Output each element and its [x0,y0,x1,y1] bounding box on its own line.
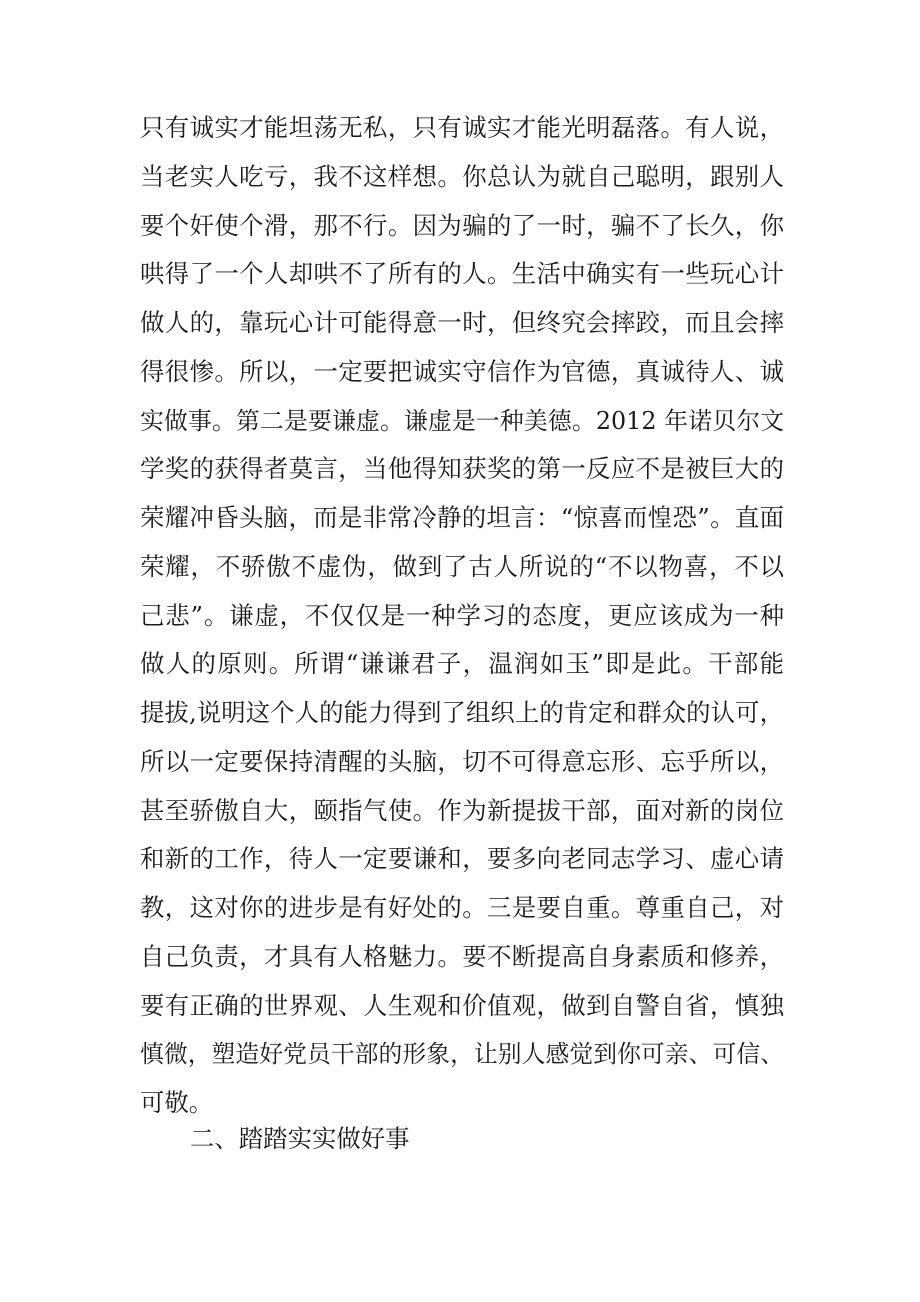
text-line: 学奖的获得者莫言，当他得知获奖的第一反应不是被巨大的 [140,454,784,484]
text-line: 做人的，靠玩心计可能得意一时，但终究会摔跤，而且会摔 [140,308,784,337]
text-line: 要个奸使个滑，那不行。因为骗的了一时，骗不了长久，你 [140,210,784,240]
text-line: 实做事。第二是要谦虚。谦虚是一种美德。2012 年诺贝尔文 [140,406,784,435]
text-line: 哄得了一个人却哄不了所有的人。生活中确实有一些玩心计 [140,259,784,289]
text-line: 自己负责，才具有人格魅力。要不断提高自身素质和修养， [140,941,784,971]
text-line: 和新的工作，待人一定要谦和，要多向老同志学习、虚心请 [140,844,784,874]
body-paragraph [140,104,784,1128]
text-line: 当老实人吃亏，我不这样想。你总认为就自己聪明，跟别人 [140,161,784,191]
text-line: 所以一定要保持清醒的头脑，切不可得意忘形、忘乎所以， [140,746,784,776]
text-line: 荣耀冲昏头脑，而是非常冷静的坦言：“惊喜而惶恐”。直面 [140,503,784,532]
text-line: 甚至骄傲自大，颐指气使。作为新提拔干部，面对新的岗位 [140,795,784,825]
text-line: 要有正确的世界观、人生观和价值观，做到自警自省，慎独 [140,990,784,1020]
text-line: 荣耀，不骄傲不虚伪，做到了古人所说的“不以物喜，不以 [140,551,784,581]
text-line: 可敬。 [140,1088,214,1117]
text-line: 慎微，塑造好党员干部的形象，让别人感觉到你可亲、可信、 [140,1040,784,1069]
section-heading: 二、踏踏实实做好事 [190,1124,410,1153]
text-line: 得很惨。所以，一定要把诚实守信作为官德，真诚待人、诚 [140,356,784,386]
text-line: 己悲”。谦虚，不仅仅是一种学习的态度，更应该成为一种 [140,600,784,630]
text-line: 提拔,说明这个人的能力得到了组织上的肯定和群众的认可， [140,698,784,727]
text-line: 教，这对你的进步是有好处的。三是要自重。尊重自己，对 [140,893,784,922]
text-line: 只有诚实才能坦荡无私，只有诚实才能光明磊落。有人说， [140,113,784,142]
text-line: 做人的原则。所谓“谦谦君子，温润如玉”即是此。干部能 [140,649,784,679]
